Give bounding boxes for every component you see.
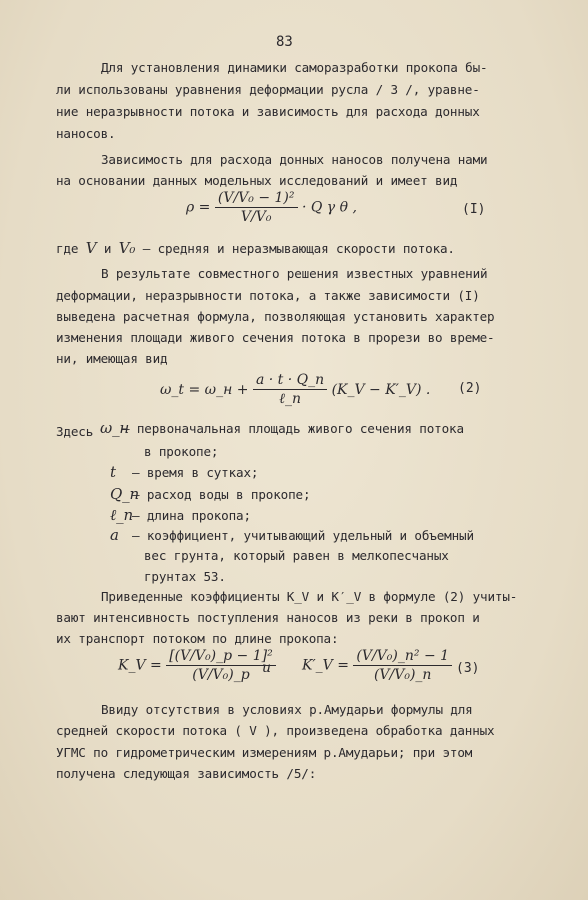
def-text-5: – коэффициент, учитывающий удельный и объемный bbox=[132, 528, 474, 543]
def-item-7: грунтах 53. bbox=[144, 569, 226, 584]
eq2-lhs: ω_t = ω_н + bbox=[160, 382, 249, 398]
eq1-numerator: (V/V₀ − 1)² bbox=[215, 190, 298, 208]
eq1-lhs: ρ = bbox=[186, 199, 211, 216]
where-and: и bbox=[103, 241, 112, 256]
para5-line3: УГМС по гидрометрическим измерениям р.Амударьи; при этом bbox=[56, 745, 473, 760]
def-symbol-0: ω_н bbox=[100, 419, 130, 437]
para1-line4: наносов. bbox=[56, 126, 116, 141]
eq3a-fraction bbox=[166, 648, 276, 683]
equation-2 bbox=[160, 372, 430, 408]
eq3a-denominator: (V/V₀)_р bbox=[192, 667, 250, 683]
eq2-fraction bbox=[253, 372, 327, 408]
def-item-0 bbox=[100, 420, 464, 437]
def-item-3 bbox=[110, 486, 310, 503]
def-item-4 bbox=[110, 507, 251, 524]
para4-line2: вают интенсивность поступления наносов из реки в прокоп и bbox=[56, 610, 480, 625]
eq2-tail: (K_V − K′_V) . bbox=[331, 382, 431, 398]
page-number: 83 bbox=[276, 34, 293, 50]
where-v-symbol: V bbox=[85, 239, 97, 257]
equation-3b bbox=[302, 648, 452, 683]
para4-line1: Приведенные коэффициенты K_V и K′_V в формуле (2) учиты- bbox=[101, 589, 518, 604]
eq3b-lhs: K′_V = bbox=[302, 657, 349, 674]
eq3b-numerator: (V/V₀)_п² − 1 bbox=[353, 648, 452, 666]
where-v0-symbol: V₀ bbox=[118, 239, 136, 257]
where-line bbox=[56, 240, 455, 257]
equation-1 bbox=[186, 190, 357, 225]
eq3a-lhs: K_V = bbox=[118, 657, 162, 674]
para2-line2: на основании данных модельных исследований и имеет вид bbox=[56, 173, 458, 188]
eq1-fraction bbox=[215, 190, 298, 225]
eq1-denominator: V/V₀ bbox=[240, 209, 272, 225]
para3-line1: В результате совместного решения известных уравнений bbox=[101, 266, 488, 281]
para3-line4: изменения площади живого сечения потока в прорези во време- bbox=[56, 330, 495, 345]
para5-line4: получена следующая зависимость /5/: bbox=[56, 766, 317, 781]
where-prefix: где bbox=[56, 241, 79, 256]
def-item-6: вес грунта, который равен в мелкопесчаных bbox=[144, 548, 449, 563]
def-item-2 bbox=[110, 464, 258, 481]
defs-intro: Здесь bbox=[56, 424, 94, 439]
equation-3a bbox=[118, 648, 276, 683]
def-item-5 bbox=[110, 527, 474, 544]
where-text: – средняя и неразмывающая скорости потока. bbox=[142, 241, 455, 256]
para3-line5: ни, имеющая вид bbox=[56, 351, 168, 366]
def-text-2: – время в сутках; bbox=[132, 465, 259, 480]
para3-line3: выведена расчетная формула, позволяющая установить характер bbox=[56, 309, 495, 324]
def-text-3: – расход воды в прокопе; bbox=[132, 487, 311, 502]
eq3b-denominator: (V/V₀)_п bbox=[373, 667, 432, 683]
eq1-tail: · Q γ θ , bbox=[301, 199, 357, 216]
def-text-4: – длина прокопа; bbox=[132, 508, 251, 523]
para1-line2: ли использованы уравнения деформации русла / 3 /, уравне- bbox=[56, 82, 480, 97]
eq3-number: (3) bbox=[456, 661, 480, 676]
eq3-connector: и bbox=[262, 660, 272, 676]
para1-line3: ние неразрывности потока и зависимость для расхода донных bbox=[56, 104, 480, 119]
def-symbol-3: Q_п bbox=[110, 485, 140, 503]
def-symbol-5: a bbox=[110, 526, 119, 544]
eq1-number: (I) bbox=[462, 202, 486, 217]
def-text-0: – первоначальная площадь живого сечения потока bbox=[122, 421, 464, 436]
para4-line3: их транспорт потоком по длине прокопа: bbox=[56, 631, 339, 646]
def-symbol-2: t bbox=[110, 463, 116, 481]
eq2-number: (2) bbox=[458, 381, 482, 396]
eq3a-numerator: [(V/V₀)_р − 1]² bbox=[166, 648, 276, 666]
eq3b-fraction bbox=[353, 648, 452, 683]
para5-line2: средней скорости потока ( V ), произведена обработка данных bbox=[56, 723, 495, 738]
def-item-1: в прокопе; bbox=[144, 444, 219, 459]
para2-line1: Зависимость для расхода донных наносов получена нами bbox=[101, 152, 488, 167]
def-symbol-4: ℓ_п bbox=[110, 506, 133, 524]
para5-line1: Ввиду отсутствия в условиях р.Амударьи формулы для bbox=[101, 702, 473, 717]
eq2-denominator: ℓ_п bbox=[279, 391, 301, 407]
eq2-numerator: a · t · Q_п bbox=[253, 372, 327, 390]
para3-line2: деформации, неразрывности потока, а также зависимости (I) bbox=[56, 288, 480, 303]
para1-line1: Для установления динамики саморазработки прокопа бы- bbox=[101, 60, 488, 75]
